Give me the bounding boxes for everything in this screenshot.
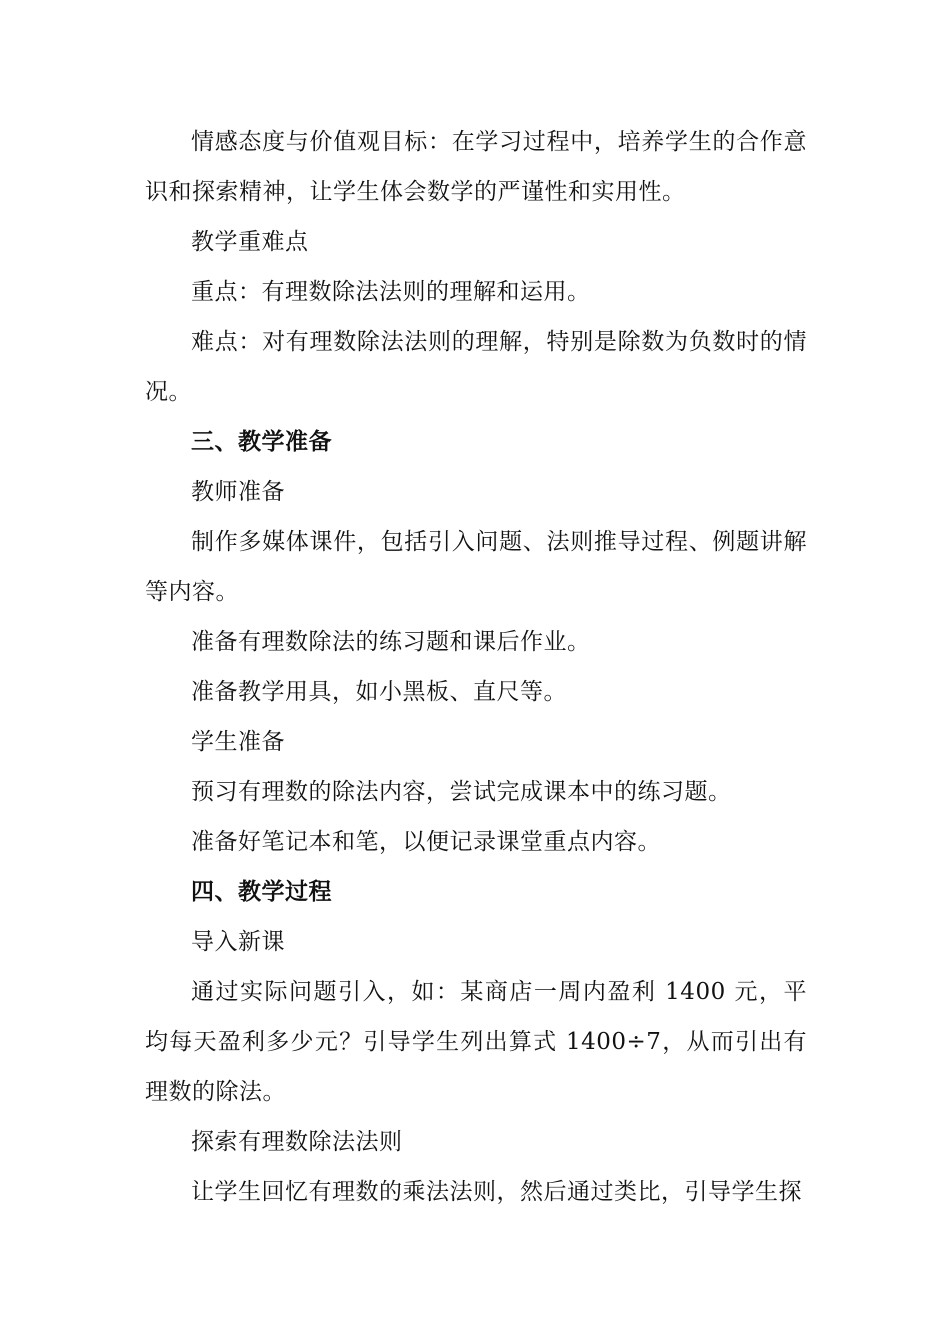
subheading-explore-division-rule: 探索有理数除法法则	[191, 1129, 403, 1155]
paragraph-preview: 预习有理数的除法内容，尝试完成课本中的练习题。	[191, 779, 732, 805]
paragraph-exercises: 准备有理数除法的练习题和课后作业。	[191, 629, 591, 655]
paragraph-notebook: 准备好笔记本和笔，以便记录课堂重点内容。	[191, 829, 661, 855]
paragraph-teaching-tools: 准备教学用具，如小黑板、直尺等。	[191, 679, 567, 705]
subheading-key-difficult-points: 教学重难点	[191, 229, 309, 255]
paragraph-key-point: 重点：有理数除法法则的理解和运用。	[191, 279, 591, 305]
subheading-student-preparation: 学生准备	[191, 729, 285, 755]
subheading-introduction: 导入新课	[191, 929, 285, 955]
paragraph-difficult-point: 难点：对有理数除法法则的理解，特别是除数为负数时的情况。	[145, 329, 807, 405]
paragraph-introduction-problem: 通过实际问题引入，如：某商店一周内盈利 1400 元，平均每天盈利多少元？引导学生列出算式 1400÷7，从而引出有理数的除法。	[145, 979, 807, 1105]
paragraph-multimedia-courseware: 制作多媒体课件，包括引入问题、法则推导过程、例题讲解等内容。	[145, 529, 807, 605]
document-page	[145, 117, 807, 1217]
subheading-teacher-preparation: 教师准备	[191, 479, 285, 505]
paragraph-affective-goal: 情感态度与价值观目标：在学习过程中，培养学生的合作意识和探索精神，让学生体会数学的严谨性和实用性。	[145, 129, 807, 205]
section-heading-teaching-preparation: 三、教学准备	[191, 428, 332, 455]
section-heading-teaching-process: 四、教学过程	[191, 878, 332, 905]
paragraph-recall-multiplication: 让学生回忆有理数的乘法法则，然后通过类比，引导学生探	[191, 1179, 802, 1205]
